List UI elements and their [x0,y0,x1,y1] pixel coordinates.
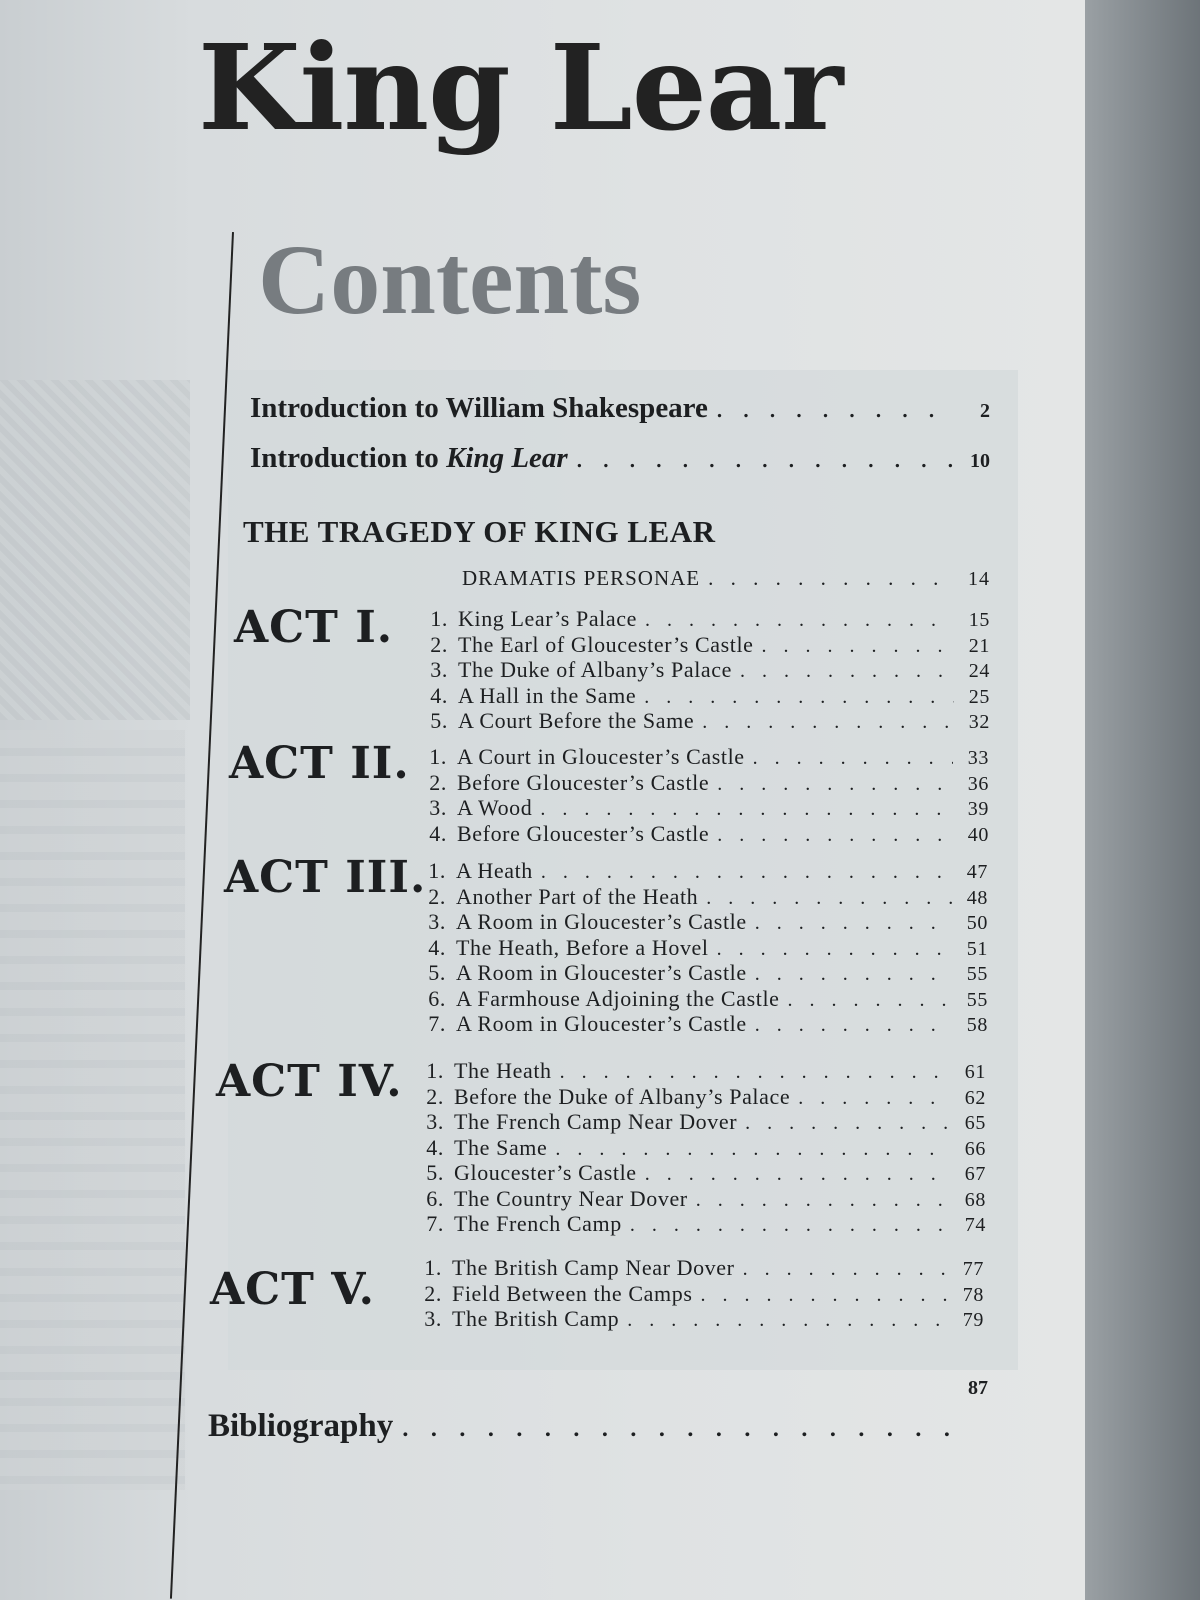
leader-dots [716,392,954,425]
page-number: 25 [968,685,990,708]
scene-number: 1. [429,744,447,769]
dramatis-label: DRAMATIS PERSONAE [462,566,701,590]
scene-name: The Earl of Gloucester’s Castle [458,631,754,657]
toc-entry-scene[interactable] [409,795,989,821]
page-number: 33 [967,747,989,769]
leader-dots [717,824,953,847]
page-number: 14 [968,568,990,590]
page-number: 47 [966,861,988,883]
page-number: 40 [967,823,989,846]
scene-name: Gloucester’s Castle [454,1160,637,1185]
scene-number: 5. [428,960,446,985]
page-number: 66 [964,1137,986,1160]
toc-entry-scene[interactable] [404,1281,984,1307]
page-number: 39 [967,798,989,820]
leader-dots [708,566,954,591]
scene-number: 4. [429,820,447,846]
toc-entry-scene[interactable] [408,935,988,961]
toc-entry-scene[interactable] [408,884,988,910]
leader-dots [576,442,954,475]
page-number: 21 [968,634,990,657]
page-number: 50 [966,912,988,934]
page-number: 15 [968,609,990,631]
leader-dots [762,635,954,658]
page-number: 51 [966,937,988,960]
scene-name: Another Part of the Heath [456,883,699,909]
scene-name: The Same [454,1134,548,1160]
scene-number: 1. [430,606,448,631]
scene-number: 2. [430,631,448,657]
act-4-scenes [406,1058,986,1237]
leader-dots [755,912,952,935]
scene-number: 4. [426,1134,444,1160]
show-through-illustration [0,380,190,720]
act-5-scenes [404,1255,984,1332]
scene-name: A Room in Gloucester’s Castle [456,909,747,934]
scene-number: 6. [428,985,446,1011]
scene-number: 1. [428,858,446,883]
intro-prefix: Introduction to [250,392,446,424]
toc-entry-scene[interactable] [406,1084,986,1110]
scene-number: 2. [429,769,447,795]
toc-entry-intro-king-lear[interactable] [250,442,990,475]
leader-dots [560,1061,950,1084]
page-number: 77 [962,1258,984,1280]
page-number: 62 [964,1086,986,1109]
leader-dots [645,609,954,632]
scene-number: 1. [426,1058,444,1083]
page-number: 78 [962,1283,984,1306]
book-title: King Lear [198,18,843,157]
toc-entry-scene[interactable] [406,1211,986,1237]
act-3-scenes [408,858,988,1037]
leader-dots [541,861,952,884]
leader-dots [753,747,953,770]
page-number: 48 [966,886,988,909]
leader-dots [740,660,954,683]
scene-number: 4. [428,934,446,960]
leader-dots [798,1087,950,1110]
toc-entry-scene[interactable] [406,1109,986,1135]
toc-entry-scene[interactable] [404,1306,984,1332]
toc-entry-scene[interactable] [408,858,988,884]
scene-name: Field Between the Camps [452,1280,693,1306]
toc-entry-scene[interactable] [406,1135,986,1161]
toc-entry-scene[interactable] [408,986,988,1012]
scene-number: 7. [428,1011,446,1036]
scene-number: 3. [424,1306,442,1331]
leader-dots [702,711,954,734]
page-number: 65 [964,1112,986,1134]
page-number: 2 [980,400,990,422]
toc-entry-scene[interactable] [408,960,988,986]
scene-name: A Court Before the Same [458,708,695,733]
toc-entry-scene[interactable] [409,744,989,770]
scene-name: A Heath [456,858,533,883]
act-4-label: ACT IV. [216,1056,403,1107]
page-number: 58 [966,1014,988,1036]
scene-name: Before the Duke of Albany’s Palace [454,1083,791,1109]
background-surface [1085,0,1200,1600]
scene-number: 7. [426,1211,444,1236]
leader-dots [401,1408,952,1445]
scene-number: 4. [430,682,448,708]
act-1-scenes [410,606,990,734]
toc-entry-scene[interactable] [410,708,990,734]
play-title: THE TRAGEDY OF KING LEAR [243,514,716,549]
leader-dots [743,1258,948,1281]
scene-name: Before Gloucester’s Castle [457,769,710,795]
page-number: 55 [966,988,988,1011]
scene-name: A Room in Gloucester’s Castle [456,960,747,985]
scene-number: 5. [430,708,448,733]
scene-name: A Farmhouse Adjoining the Castle [456,985,780,1011]
scene-name: King Lear’s Palace [458,606,637,631]
leader-dots [555,1138,950,1161]
leader-dots [644,686,954,709]
scene-name: The British Camp [452,1306,620,1331]
leader-dots [745,1112,950,1135]
page-number: 74 [964,1214,986,1236]
toc-entry-scene[interactable] [410,632,990,658]
page-number: 68 [964,1188,986,1211]
page-number: 87 [968,1377,988,1399]
scene-number: 3. [426,1109,444,1134]
scene-number: 2. [426,1083,444,1109]
scene-number: 3. [429,795,447,820]
contents-heading: Contents [258,224,642,335]
scene-name: Before Gloucester’s Castle [457,820,710,846]
page-number: 79 [962,1309,984,1331]
toc-entry-scene[interactable] [410,606,990,632]
toc-entry-dramatis-personae[interactable] [462,566,990,591]
scene-number: 2. [424,1280,442,1306]
leader-dots [706,887,952,910]
page-number: 32 [968,711,990,733]
leader-dots [788,989,952,1012]
show-through-text [0,730,185,1490]
act-2-scenes [409,744,989,846]
toc-entry-scene[interactable] [404,1255,984,1281]
leader-dots [630,1214,950,1237]
scene-name: The Heath [454,1058,552,1083]
toc-entry-scene[interactable] [408,909,988,935]
scene-number: 5. [426,1160,444,1185]
scene-name: A Wood [457,795,533,820]
scene-name: The French Camp Near Dover [454,1109,738,1134]
intro-subject: King Lear [446,442,568,474]
scene-number: 3. [428,909,446,934]
toc-entry-scene[interactable] [410,683,990,709]
scene-name: The Heath, Before a Hovel [456,934,709,960]
toc-entry-scene[interactable] [408,1011,988,1037]
toc-entry-scene[interactable] [406,1058,986,1084]
toc-entry-scene[interactable] [406,1160,986,1186]
scene-name: The Duke of Albany’s Palace [458,657,733,682]
leader-dots [696,1189,950,1212]
toc-entry-scene[interactable] [409,770,989,796]
scene-name: The Country Near Dover [454,1185,688,1211]
toc-entry-intro-shakespeare[interactable] [250,392,990,425]
scene-name: A Hall in the Same [458,682,637,708]
page-number: 61 [964,1061,986,1083]
act-5-label: ACT V. [210,1264,375,1315]
scene-name: A Room in Gloucester’s Castle [456,1011,747,1036]
scene-number: 3. [430,657,448,682]
toc-entry-scene[interactable] [410,657,990,683]
scene-number: 1. [424,1255,442,1280]
page-number: 67 [964,1163,986,1185]
leader-dots [755,963,952,986]
bibliography-label: Bibliography [208,1408,394,1444]
leader-dots [717,938,952,961]
leader-dots [540,798,953,821]
leader-dots [627,1309,948,1332]
leader-dots [755,1014,952,1037]
intro-prefix: Introduction to [250,442,447,474]
scene-number: 6. [426,1185,444,1211]
scene-name: The French Camp [454,1211,622,1236]
scene-number: 2. [428,883,446,909]
act-2-label: ACT II. [229,738,410,789]
leader-dots [645,1163,950,1186]
act-3-label: ACT III. [224,852,427,903]
page-number: 24 [968,660,990,682]
leader-dots [717,773,953,796]
scene-name: The British Camp Near Dover [452,1255,735,1280]
page-number: 36 [967,772,989,795]
scene-name: A Court in Gloucester’s Castle [457,744,745,769]
page-number: 10 [970,450,990,472]
act-1-label: ACT I. [234,602,394,653]
intro-subject: William Shakespeare [445,392,708,424]
toc-entry-bibliography[interactable] [208,1377,988,1445]
toc-entry-scene[interactable] [406,1186,986,1212]
page-number: 55 [966,963,988,985]
toc-entry-scene[interactable] [409,821,989,847]
leader-dots [700,1284,948,1307]
